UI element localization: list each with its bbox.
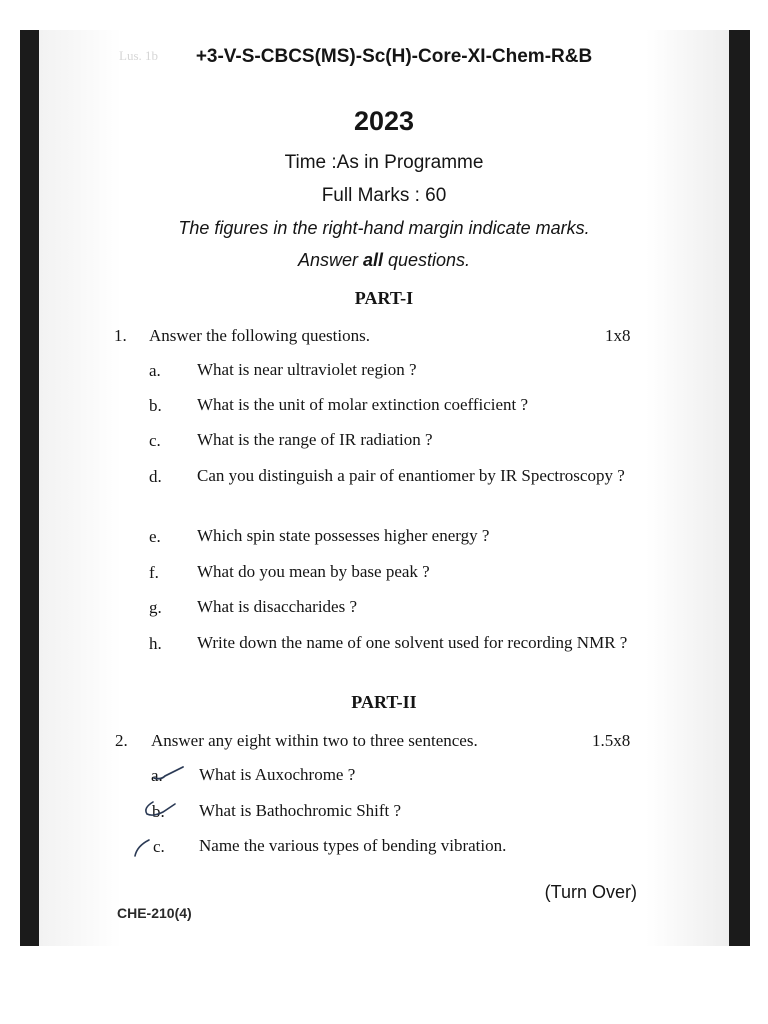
question-2c-letter: c.: [153, 837, 165, 856]
part-2-heading: PART-II: [351, 692, 417, 712]
full-marks: Full Marks : 60: [321, 185, 447, 206]
question-2b-text: What is Bathochromic Shift ?: [199, 801, 402, 820]
pen-tick-icon: [151, 764, 187, 784]
exam-time: Time :As in Programme: [284, 152, 484, 173]
pen-tick-icon: [139, 798, 179, 820]
question-1d-text: Can you distinguish a pair of enantiomer by IR Spectroscopy ?: [197, 466, 625, 485]
part-1-heading: PART-I: [354, 288, 414, 308]
answer-instruction-prefix: Answer: [297, 250, 363, 270]
question-2c-text: Name the various types of bending vibration.: [199, 836, 507, 855]
answer-instruction-suffix: questions.: [382, 250, 471, 270]
question-2a-letter: a.: [151, 766, 163, 785]
question-2-text: Answer any eight within two to three sentences.: [151, 731, 478, 750]
question-1h-text: Write down the name of one solvent used for recording NMR ?: [197, 633, 628, 652]
question-1e-text: Which spin state possesses higher energy ?: [197, 526, 490, 545]
question-1-number: 1.: [114, 326, 127, 345]
answer-instruction: [39, 250, 729, 271]
question-1c-letter: c.: [149, 431, 161, 450]
course-code: +3-V-S-CBCS(MS)-Sc(H)-Core-XI-Chem-R&B: [195, 46, 593, 67]
question-1b-letter: b.: [149, 396, 162, 415]
question-1-text: Answer the following questions.: [149, 326, 370, 345]
question-2b-letter: b.: [152, 802, 165, 821]
answer-instruction-emphasis: all: [362, 250, 383, 270]
question-1f-text: What do you mean by base peak ?: [197, 562, 430, 581]
margin-instruction: The figures in the right-hand margin indicate marks.: [178, 218, 590, 238]
question-2a-text: What is Auxochrome ?: [199, 765, 356, 784]
question-1-marks: 1x8: [605, 326, 631, 345]
question-2-number: 2.: [115, 731, 128, 750]
question-1d-letter: d.: [149, 467, 162, 486]
exam-year: 2023: [353, 106, 415, 136]
question-1g-text: What is disaccharides ?: [197, 597, 358, 616]
question-2-marks: 1.5x8: [592, 731, 631, 750]
question-1a-letter: a.: [149, 361, 161, 380]
question-1c-text: What is the range of IR radiation ?: [197, 430, 433, 449]
question-1a-text: What is near ultraviolet region ?: [197, 360, 417, 379]
question-1b-text: What is the unit of molar extinction coefficient ?: [197, 395, 529, 414]
pen-tick-icon: [131, 836, 157, 860]
question-1f-letter: f.: [149, 563, 159, 582]
show-through-text: Lus. 1b: [119, 48, 158, 63]
paper-code: CHE-210(4): [117, 905, 192, 921]
question-1h-letter: h.: [149, 634, 162, 653]
question-paper: [39, 30, 729, 946]
question-1g-letter: g.: [149, 598, 162, 617]
question-1e-letter: e.: [149, 527, 161, 546]
turn-over-note: (Turn Over): [544, 882, 637, 902]
